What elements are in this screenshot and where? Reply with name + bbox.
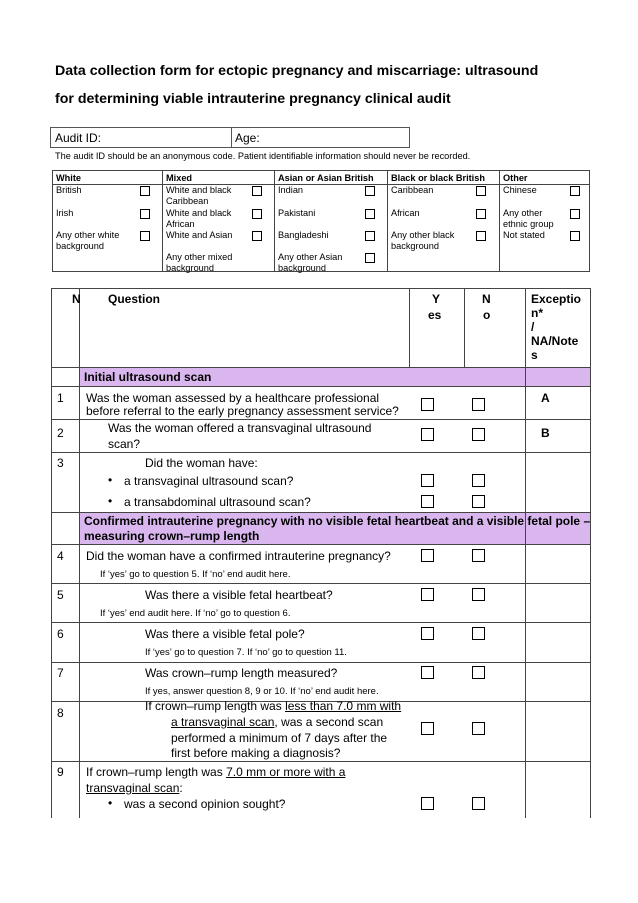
yes-checkbox[interactable] — [421, 474, 434, 487]
question-number: 2 — [57, 426, 64, 440]
form-title-line1: Data collection form for ectopic pregnancy and miscarriage: ultrasound — [55, 63, 539, 79]
ethnicity-option: African — [166, 219, 195, 229]
header-exception: Exceptio — [531, 292, 582, 306]
yes-checkbox[interactable] — [421, 797, 434, 810]
ethnicity-col-other — [500, 171, 591, 271]
yes-checkbox[interactable] — [421, 428, 434, 441]
header-n: N — [72, 292, 81, 306]
question-text-emphasis: a transvaginal scan — [171, 715, 275, 729]
no-checkbox[interactable] — [472, 474, 485, 487]
header-exception: / — [531, 320, 535, 334]
question-note: If ‘yes’ go to question 5. If ‘no’ end audit here. — [100, 569, 291, 580]
ethnicity-option: Bangladeshi — [278, 230, 329, 240]
question-text: first before making a diagnosis? — [171, 746, 341, 760]
question-text — [145, 698, 401, 714]
checkbox[interactable] — [140, 209, 150, 219]
header-yes: Y — [432, 292, 441, 306]
question-text — [86, 780, 183, 796]
no-checkbox[interactable] — [472, 549, 485, 562]
ethnicity-option: British — [56, 185, 82, 195]
header-no: N — [482, 292, 491, 306]
question-text — [171, 714, 383, 730]
age-label[interactable]: Age: — [235, 131, 260, 145]
question-number: 8 — [57, 706, 64, 720]
question-text: Was the woman assessed by a healthcare professional — [86, 391, 380, 405]
ethnicity-header: Black or black British — [391, 173, 485, 183]
ethnicity-option: background — [166, 263, 215, 273]
yes-checkbox[interactable] — [421, 722, 434, 735]
header-exception: s — [531, 348, 538, 362]
no-checkbox[interactable] — [472, 398, 485, 411]
ethnicity-col-white — [53, 171, 163, 271]
question-text: performed a minimum of 7 days after the — [171, 731, 388, 745]
question-text: before referral to the early pregnancy assessment service? — [86, 404, 399, 418]
question-note: If ‘yes’ go to question 7. If ‘no’ go to question 11. — [145, 647, 347, 658]
ethnicity-option: Indian — [278, 185, 304, 195]
no-checkbox[interactable] — [472, 495, 485, 508]
question-text-emphasis: 7.0 mm or more with a — [226, 765, 346, 779]
ethnicity-table — [52, 170, 590, 272]
ethnicity-option: background — [278, 263, 327, 273]
checkbox[interactable] — [140, 186, 150, 196]
question-option: a transabdominal ultrasound scan? — [124, 495, 311, 509]
question-number: 3 — [57, 456, 64, 470]
ethnicity-option: Caribbean — [391, 185, 434, 195]
question-text: Did the woman have: — [145, 456, 258, 470]
header-no: o — [483, 308, 491, 322]
question-text — [86, 764, 345, 780]
ethnicity-header: Asian or Asian British — [278, 173, 374, 183]
section-title-initial-scan: Initial ultrasound scan — [84, 370, 212, 384]
question-text-emphasis: transvaginal scan — [86, 781, 180, 795]
header-exception: NA/Note — [531, 334, 579, 348]
ethnicity-option: Not stated — [503, 230, 545, 240]
question-number: 1 — [57, 391, 64, 405]
checkbox[interactable] — [570, 186, 580, 196]
checkbox[interactable] — [252, 231, 262, 241]
checkbox[interactable] — [365, 186, 375, 196]
checkbox[interactable] — [476, 231, 486, 241]
anonymity-note: The audit ID should be an anonymous code. Patient identifiable information should never be recorded. — [55, 151, 471, 161]
question-text-part: If crown–rump length was — [86, 765, 227, 779]
bullet: • — [108, 473, 113, 487]
exception-code: B — [541, 426, 550, 440]
question-text: Did the woman have a confirmed intrauterine pregnancy? — [86, 549, 391, 563]
audit-id-label[interactable]: Audit ID: — [55, 131, 102, 145]
ethnicity-header: Other — [503, 173, 528, 183]
ethnicity-option: ethnic group — [503, 219, 554, 229]
header-yes: es — [428, 308, 442, 322]
bullet: • — [108, 494, 113, 508]
question-number: 6 — [57, 627, 64, 641]
no-checkbox[interactable] — [472, 722, 485, 735]
ethnicity-option: Any other black — [391, 230, 455, 240]
checkbox[interactable] — [570, 209, 580, 219]
question-number: 4 — [57, 549, 64, 563]
yes-checkbox[interactable] — [421, 549, 434, 562]
bullet: • — [108, 796, 113, 810]
question-text: Was there a visible fetal pole? — [145, 627, 305, 641]
no-checkbox[interactable] — [472, 666, 485, 679]
ethnicity-header: Mixed — [166, 173, 193, 183]
ethnicity-option: White and black — [166, 185, 232, 195]
checkbox[interactable] — [365, 253, 375, 263]
header-exception: n* — [531, 306, 543, 320]
question-text: Was there a visible fetal heartbeat? — [145, 588, 333, 602]
yes-checkbox[interactable] — [421, 398, 434, 411]
ethnicity-option: Chinese — [503, 185, 537, 195]
checkbox[interactable] — [252, 186, 262, 196]
ethnicity-col-black — [388, 171, 500, 271]
ethnicity-option: African — [391, 208, 420, 218]
ethnicity-option: Any other mixed — [166, 252, 233, 262]
no-checkbox[interactable] — [472, 797, 485, 810]
question-note: If yes, answer question 8, 9 or 10. If ‘no’ end audit here. — [145, 686, 379, 697]
ethnicity-option: Any other — [503, 208, 543, 218]
question-option: a transvaginal ultrasound scan? — [124, 474, 294, 488]
question-text-part: : — [179, 781, 183, 795]
ethnicity-option: Irish — [56, 208, 74, 218]
section-title-confirmed-iup: Confirmed intrauterine pregnancy with no visible fetal heartbeat and a visible fetal pole – — [84, 514, 591, 528]
yes-checkbox[interactable] — [421, 495, 434, 508]
question-text: Was crown–rump length measured? — [145, 666, 338, 680]
no-checkbox[interactable] — [472, 588, 485, 601]
ethnicity-option: Pakistani — [278, 208, 316, 218]
checkbox[interactable] — [476, 186, 486, 196]
ethnicity-option: Any other Asian — [278, 252, 343, 262]
checkbox[interactable] — [365, 231, 375, 241]
checkbox[interactable] — [365, 209, 375, 219]
question-text: scan? — [108, 437, 141, 451]
ethnicity-option: White and black — [166, 208, 232, 218]
checkbox[interactable] — [252, 209, 262, 219]
question-number: 9 — [57, 765, 64, 779]
checkbox[interactable] — [140, 231, 150, 241]
exception-code: A — [541, 391, 550, 405]
yes-checkbox[interactable] — [421, 588, 434, 601]
header-question: Question — [108, 292, 161, 306]
checkbox[interactable] — [476, 209, 486, 219]
question-number: 5 — [57, 588, 64, 602]
ethnicity-col-asian — [275, 171, 388, 271]
yes-checkbox[interactable] — [421, 627, 434, 640]
checkbox[interactable] — [570, 231, 580, 241]
question-text-part: , was a second scan — [274, 715, 384, 729]
yes-checkbox[interactable] — [421, 666, 434, 679]
question-note: If ‘yes’ end audit here. If ‘no’ go to question 6. — [100, 608, 291, 619]
audit-header-box — [50, 127, 410, 148]
ethnicity-header: White — [56, 173, 82, 183]
questions-table — [51, 288, 590, 818]
ethnicity-option: background — [56, 241, 105, 251]
ethnicity-option: White and Asian — [166, 230, 233, 240]
question-number: 7 — [57, 666, 64, 680]
question-option: was a second opinion sought? — [124, 797, 286, 811]
question-text: Was the woman offered a transvaginal ultrasound — [108, 421, 372, 435]
section-title-confirmed-iup: measuring crown–rump length — [84, 529, 260, 543]
ethnicity-option: background — [391, 241, 440, 251]
ethnicity-option: Caribbean — [166, 196, 209, 206]
form-title-line2: for determining viable intrauterine pregnancy clinical audit — [55, 91, 451, 107]
question-text-emphasis: less than 7.0 mm with — [285, 699, 402, 713]
ethnicity-option: Any other white — [56, 230, 120, 240]
ethnicity-col-mixed — [163, 171, 275, 271]
no-checkbox[interactable] — [472, 428, 485, 441]
no-checkbox[interactable] — [472, 627, 485, 640]
question-text-part: If crown–rump length was — [145, 699, 286, 713]
